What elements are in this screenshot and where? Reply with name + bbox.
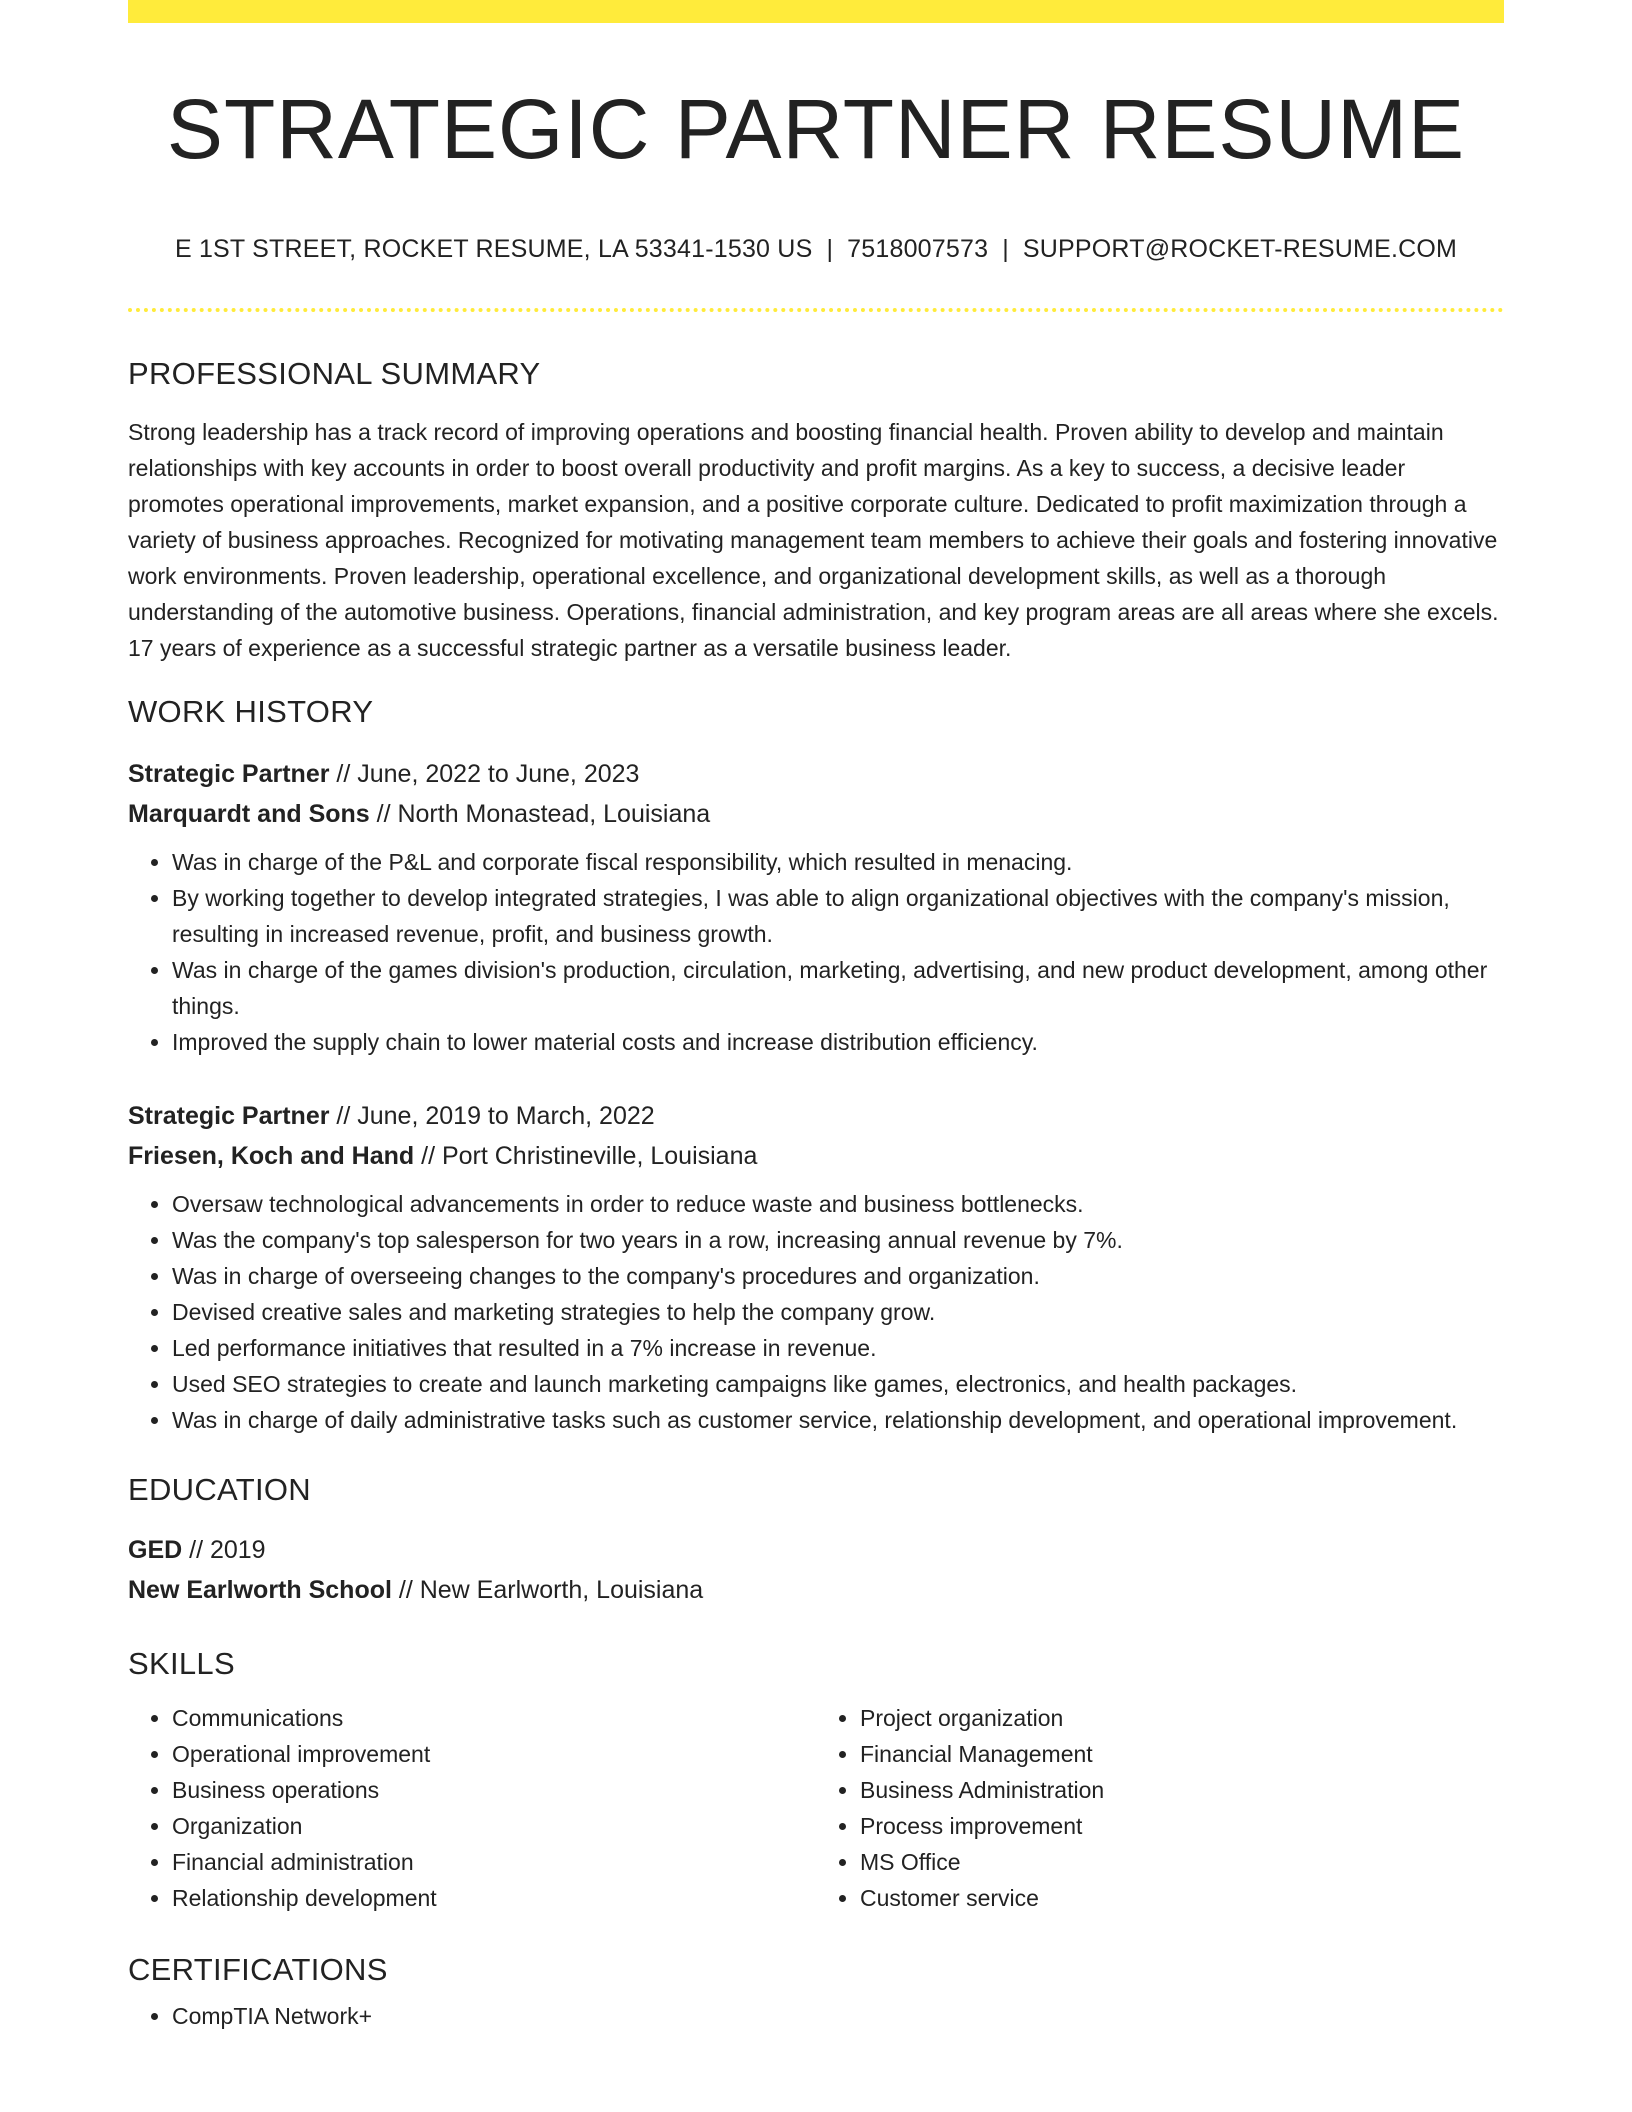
job-bullet: • By working together to develop integrated strategies, I was able to align organizational objectives with the company's mission, resulting in increased revenue, profit, and business growth. bbox=[172, 880, 1504, 952]
job-location: // North Monastead, Louisiana bbox=[369, 800, 711, 829]
certification-item: • CompTIA Network+ bbox=[172, 1998, 1504, 2034]
skill-item: • MS Office bbox=[860, 1844, 1504, 1880]
job-location: // Port Christineville, Louisiana bbox=[414, 1142, 758, 1171]
work-history-heading: WORK HISTORY bbox=[128, 694, 374, 730]
job-bullet: • Was in charge of daily administrative tasks such as customer service, relationship development, and operational improvement. bbox=[172, 1402, 1504, 1438]
job-bullet: • Used SEO strategies to create and launch marketing campaigns like games, electronics, and health packages. bbox=[172, 1366, 1504, 1402]
skills-list-right bbox=[816, 1700, 1504, 1916]
summary-heading: PROFESSIONAL SUMMARY bbox=[128, 356, 541, 392]
skill-item: • Process improvement bbox=[860, 1808, 1504, 1844]
skill-item: • Customer service bbox=[860, 1880, 1504, 1916]
certifications-list bbox=[128, 1998, 1504, 2034]
skills-heading: SKILLS bbox=[128, 1646, 235, 1682]
contact-separator: | bbox=[1002, 235, 1009, 264]
job-company: Friesen, Koch and Hand bbox=[128, 1142, 415, 1171]
education-location: // New Earlworth, Louisiana bbox=[391, 1576, 704, 1605]
skill-item: • Business Administration bbox=[860, 1772, 1504, 1808]
skill-item: • Financial Management bbox=[860, 1736, 1504, 1772]
certifications-heading: CERTIFICATIONS bbox=[128, 1952, 388, 1988]
job-company: Marquardt and Sons bbox=[128, 800, 370, 829]
job-bullet: • Was in charge of overseeing changes to the company's procedures and organization. bbox=[172, 1258, 1504, 1294]
job-role: Strategic Partner bbox=[128, 760, 330, 789]
job-bullet: • Devised creative sales and marketing strategies to help the company grow. bbox=[172, 1294, 1504, 1330]
top-accent-bar bbox=[128, 0, 1504, 23]
education-heading: EDUCATION bbox=[128, 1472, 311, 1508]
resume-title: STRATEGIC PARTNER RESUME bbox=[166, 82, 1466, 176]
skill-item: • Operational improvement bbox=[172, 1736, 816, 1772]
job-bullet: • Was the company's top salesperson for two years in a row, increasing annual revenue by 7%. bbox=[172, 1222, 1504, 1258]
job-bullet-list bbox=[128, 844, 1504, 1060]
contact-email: SUPPORT@ROCKET-RESUME.COM bbox=[1022, 235, 1458, 264]
contact-phone: 7518007573 bbox=[847, 235, 989, 264]
contact-separator: | bbox=[826, 235, 834, 264]
job-entry bbox=[128, 1096, 1504, 1438]
skill-item: • Organization bbox=[172, 1808, 816, 1844]
skill-item: • Project organization bbox=[860, 1700, 1504, 1736]
contact-address: E 1ST STREET, ROCKET RESUME, LA 53341-1530 US bbox=[174, 235, 813, 264]
skill-item: • Financial administration bbox=[172, 1844, 816, 1880]
job-dates: // June, 2019 to March, 2022 bbox=[329, 1102, 655, 1131]
job-company-line bbox=[128, 794, 1504, 834]
job-bullet: • Improved the supply chain to lower material costs and increase distribution efficiency. bbox=[172, 1024, 1504, 1060]
skills-columns bbox=[128, 1700, 1504, 1916]
skill-item: • Communications bbox=[172, 1700, 816, 1736]
education-degree-line bbox=[128, 1530, 1504, 1570]
contact-line bbox=[128, 235, 1504, 264]
job-dates: // June, 2022 to June, 2023 bbox=[329, 760, 640, 789]
job-bullet: • Oversaw technological advancements in order to reduce waste and business bottlenecks. bbox=[172, 1186, 1504, 1222]
education-school: New Earlworth School bbox=[128, 1576, 392, 1605]
education-year: // 2019 bbox=[182, 1536, 266, 1565]
dotted-divider bbox=[128, 308, 1504, 312]
education-school-line bbox=[128, 1570, 1504, 1610]
skills-list-left bbox=[128, 1700, 816, 1916]
job-role: Strategic Partner bbox=[128, 1102, 330, 1131]
job-bullet: • Was in charge of the P&L and corporate fiscal responsibility, which resulted in menacing. bbox=[172, 844, 1504, 880]
job-bullet: • Was in charge of the games division's production, circulation, marketing, advertising, and new product development, among other things. bbox=[172, 952, 1504, 1024]
skill-item: • Business operations bbox=[172, 1772, 816, 1808]
job-role-line bbox=[128, 754, 1504, 794]
resume-page bbox=[128, 0, 1504, 2034]
job-bullet: • Led performance initiatives that resulted in a 7% increase in revenue. bbox=[172, 1330, 1504, 1366]
job-entry bbox=[128, 754, 1504, 1060]
education-entry bbox=[128, 1530, 1504, 1610]
job-bullet-list bbox=[128, 1186, 1504, 1438]
skill-item: • Relationship development bbox=[172, 1880, 816, 1916]
summary-text: Strong leadership has a track record of improving operations and boosting financial health. Proven ability to develop and maintain relationships with key accounts in order to boost overall productivity and profit margins. As a key to success, a decisive leader promotes operational improvements, market expansion, and a positive corporate culture. Dedicated to profit maximization through a variety of business approaches. Recognized for motivating management team members to achieve their goals and fostering innovative work environments. Proven leadership, operational excellence, and organizational development skills, as well as a thorough understanding of the automotive business. Operations, financial administration, and key program areas are all areas where she excels. 17 years of experience as a successful strategic partner as a versatile business leader. bbox=[128, 419, 1499, 662]
education-degree: GED bbox=[128, 1536, 183, 1565]
job-role-line bbox=[128, 1096, 1504, 1136]
job-company-line bbox=[128, 1136, 1504, 1176]
